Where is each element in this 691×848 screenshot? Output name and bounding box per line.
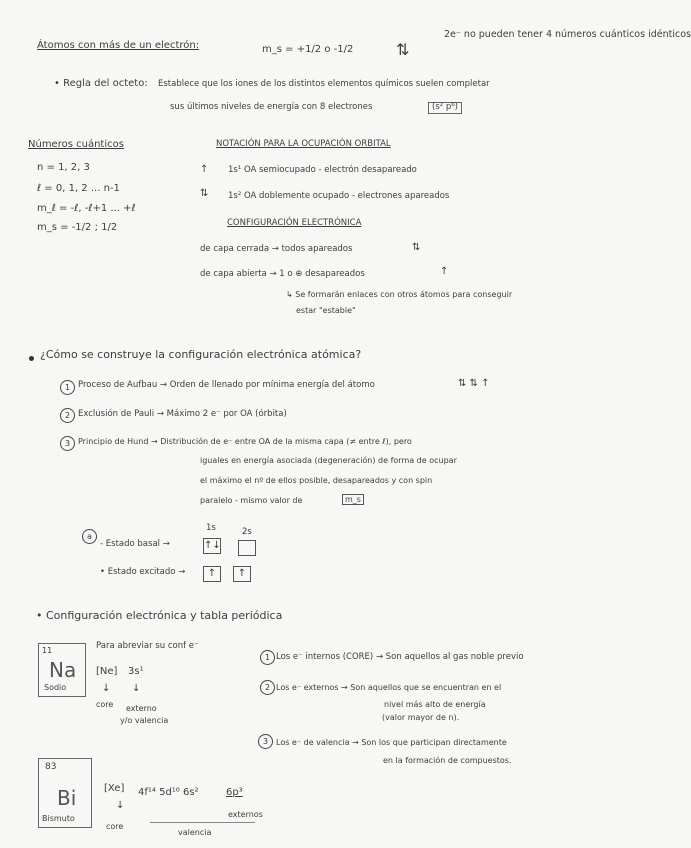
bi-number: 83	[45, 762, 57, 772]
paired-arrows-icon: ⇅	[412, 242, 421, 253]
excited-state-label: • Estado excitado →	[100, 567, 186, 577]
orbital-1s-label: 1s	[206, 523, 216, 533]
point-external-1: Los e⁻ externos → Son aquellos que se encuentran en el	[276, 683, 502, 692]
bi-element-card	[38, 758, 92, 828]
aufbau-arrows-icon: ⇅ ⇅ ↑	[458, 378, 490, 389]
pauli-note: 2e⁻ no pueden tener 4 números cuánticos idénticos	[444, 29, 691, 40]
config-closed: de capa cerrada → todos apareados	[200, 244, 353, 254]
config-title: CONFIGURACIÓN ELECTRÓNICA	[227, 218, 362, 228]
na-hint: Para abreviar su conf e⁻	[96, 641, 199, 651]
notation-row-1: 1s¹ OA semiocupado - electrón desapareado	[228, 165, 417, 175]
config-open: de capa abierta → 1 o ⊕ desapareados	[200, 269, 365, 279]
point-valence-1: Los e⁻ de valencia → Son los que participan directamente	[276, 738, 507, 747]
point-external-2: nivel más alto de energía	[384, 700, 486, 709]
build-question: ¿Cómo se construye la configuración electrónica atómica?	[40, 348, 362, 361]
na-core-config: [Ne]	[96, 666, 118, 677]
point-number-1: 1	[260, 650, 275, 665]
notation-title: NOTACIÓN PARA LA OCUPACIÓN ORBITAL	[216, 139, 391, 149]
config-note-2: estar "estable"	[296, 306, 356, 315]
na-symbol: Na	[49, 658, 77, 682]
example-marker: a	[82, 529, 97, 544]
ms-box: m_s	[342, 494, 364, 505]
step-pauli: Exclusión de Pauli → Máximo 2 e⁻ por OA (órbita)	[78, 409, 287, 419]
bi-name: Bismuto	[42, 814, 75, 823]
down-arrow-icon: ↓	[132, 683, 141, 694]
na-core-label: core	[96, 700, 114, 709]
bullet-icon	[29, 356, 34, 361]
basal-state-label: - Estado basal →	[100, 539, 170, 549]
down-arrow-icon: ↓	[102, 683, 111, 694]
na-valence-label: y/o valencia	[120, 716, 169, 725]
quantum-n: n = 1, 2, 3	[37, 162, 90, 173]
periodic-title: • Configuración electrónica y tabla periódica	[36, 609, 283, 622]
octet-formula: (s² p⁶)	[428, 102, 462, 114]
step-number-3: 3	[60, 436, 75, 451]
octet-text-2: sus últimos niveles de energía con 8 electrones	[170, 102, 373, 112]
bi-core-label: core	[106, 822, 124, 831]
valence-bracket	[150, 822, 255, 823]
na-external-label: externo	[126, 704, 157, 713]
bi-symbol: Bi	[57, 786, 77, 810]
na-number: 11	[42, 646, 53, 655]
bi-external-label: externos	[228, 810, 263, 819]
na-name: Sodio	[44, 683, 67, 692]
point-number-3: 3	[258, 734, 273, 749]
point-core: Los e⁻ internos (CORE) → Son aquellos al gas noble previo	[276, 652, 524, 662]
step-hund-3: el máximo el nº de ellos posible, desapareados y con spin	[200, 476, 433, 485]
step-hund-1: Principio de Hund → Distribución de e⁻ entre OA de la misma capa (≠ entre ℓ), pero	[78, 437, 412, 446]
ms-values: m_s = +1/2 o -1/2	[262, 44, 354, 55]
step-hund-2: iguales en energía asociada (degeneración) de forma de ocupar	[200, 456, 457, 465]
single-arrow-icon: ↑	[440, 266, 449, 277]
bi-valence-label: valencia	[178, 828, 212, 837]
step-number-2: 2	[60, 408, 75, 423]
quantum-ml: m_ℓ = -ℓ, -ℓ+1 ... +ℓ	[37, 203, 136, 214]
octet-text-1: Establece que los iones de los distintos elementos químicos suelen completar	[158, 79, 490, 89]
excited-1s-cell: ↑	[203, 566, 221, 582]
bi-external-config: 6p³	[226, 787, 243, 798]
bi-inner-config: 4f¹⁴ 5d¹⁰ 6s²	[138, 787, 199, 798]
step-number-1: 1	[60, 380, 75, 395]
point-external-3: (valor mayor de n).	[382, 713, 460, 722]
step-hund-4: paralelo - mismo valor de	[200, 496, 303, 505]
page-title: Átomos con más de un electrón:	[37, 40, 200, 51]
up-arrow-icon: ↑	[200, 164, 209, 175]
bi-core-config: [Xe]	[104, 783, 125, 794]
octet-label: • Regla del octeto:	[54, 78, 148, 89]
notation-row-2: 1s² OA doblemente ocupado - electrones apareados	[228, 191, 450, 201]
orbital-2s-label: 2s	[242, 527, 252, 537]
basal-2s-cell	[238, 540, 256, 556]
config-note-1: ↳ Se formarán enlaces con otros átomos para conseguir	[286, 290, 513, 299]
step-aufbau: Proceso de Aufbau → Orden de llenado por mínima energía del átomo	[78, 380, 375, 390]
na-valence-config: 3s¹	[128, 666, 144, 677]
basal-1s-cell: ↑↓	[203, 538, 221, 554]
quantum-ms: m_s = -1/2 ; 1/2	[37, 222, 118, 233]
spin-arrows-icon: ⇅	[396, 40, 410, 59]
down-arrow-icon: ↓	[116, 800, 125, 811]
quantum-title: Números cuánticos	[28, 139, 124, 150]
point-valence-2: en la formación de compuestos.	[383, 756, 512, 765]
up-down-arrow-icon: ⇅	[200, 188, 209, 199]
na-element-card	[38, 643, 86, 697]
excited-2s-cell: ↑	[233, 566, 251, 582]
quantum-l: ℓ = 0, 1, 2 ... n-1	[37, 183, 120, 194]
point-number-2: 2	[260, 680, 275, 695]
